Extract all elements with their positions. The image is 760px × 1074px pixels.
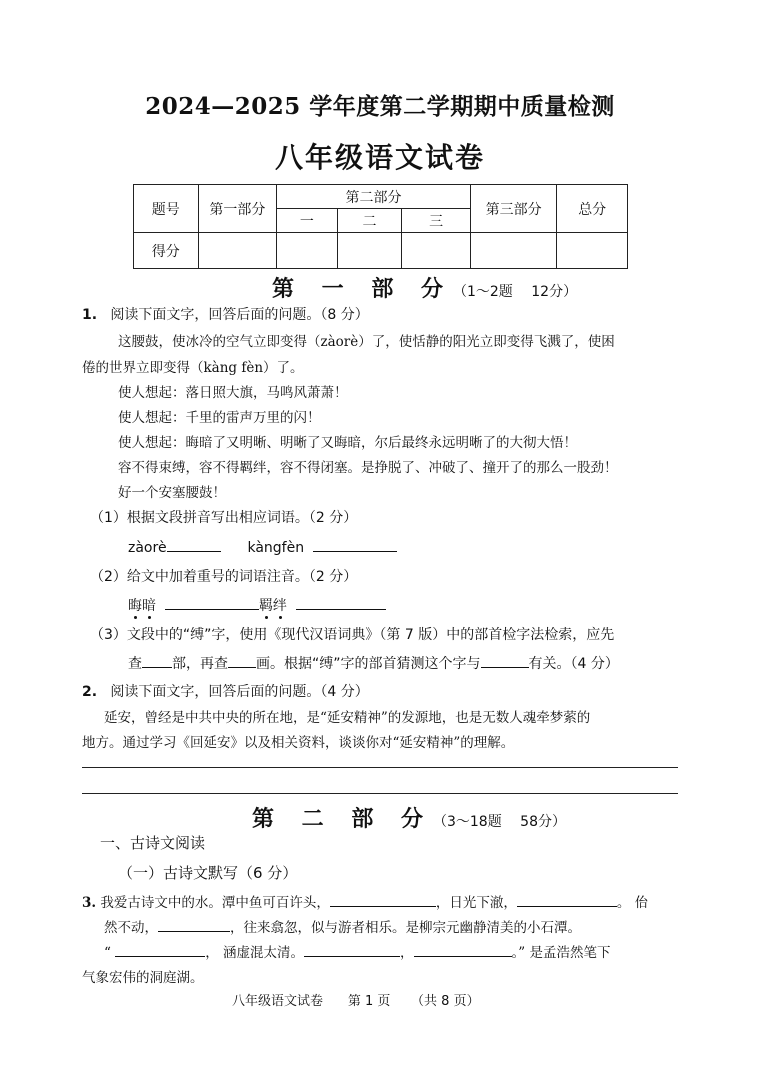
q1-prompt-text: 阅读下面文字，回答后面的问题。（8 分） bbox=[110, 307, 369, 323]
q1-prompt bbox=[82, 304, 369, 324]
score-cell-total bbox=[557, 233, 628, 269]
score-table-total: 总分 bbox=[557, 185, 628, 233]
score-cell-part1 bbox=[198, 233, 277, 269]
q3-line2 bbox=[104, 916, 581, 936]
q3-blank-5[interactable] bbox=[304, 942, 400, 957]
q2-prompt bbox=[82, 681, 369, 701]
q1-sub2-answers bbox=[128, 595, 386, 615]
q3-l3-c: ， bbox=[400, 945, 414, 961]
q1-line5: 容不得束缚，容不得羁绊，容不得闭塞。是挣脱了、冲破了、撞开了的那么一股劲！ bbox=[118, 460, 618, 476]
answer-line-1[interactable] bbox=[82, 767, 678, 768]
q1-sub1-answers bbox=[128, 537, 397, 556]
q1-number: 1. bbox=[82, 307, 98, 323]
q1-sub2: （2）给文中加着重号的词语注音。（2 分） bbox=[90, 569, 358, 585]
q3-l3-b: ， 涵虚混太清。 bbox=[205, 945, 304, 961]
q2-para-a: 延安，曾经是中共中央的所在地，是“延安精神”的发源地，也是无数人魂牵梦萦的 bbox=[104, 710, 591, 726]
q1-line4: 使人想起：晦暗了又明晰、明晰了又晦暗，尔后最终永远明晰了的大彻大悟！ bbox=[118, 435, 577, 451]
q3-blank-3[interactable] bbox=[158, 917, 230, 932]
q1-sub3a: （3）文段中的“缚”字，使用《现代汉语词典》（第 7 版）中的部首检字法检索，应先 bbox=[90, 627, 615, 643]
part2-range: （3～18题 58分） bbox=[432, 814, 566, 830]
footer-total: （共 8 页） bbox=[411, 994, 480, 1009]
score-table-part2-2: 二 bbox=[337, 209, 402, 233]
score-table-part2-3: 三 bbox=[402, 209, 471, 233]
score-table bbox=[133, 184, 628, 269]
part1-range: （1～2题 12分） bbox=[452, 284, 578, 300]
q1-line3: 使人想起：千里的雷声万里的闪！ bbox=[118, 410, 321, 426]
exam-subtitle: 八年级语文试卷 bbox=[274, 141, 485, 174]
q2-prompt-text: 阅读下面文字，回答后面的问题。（4 分） bbox=[110, 684, 369, 700]
q3-l2-a: 然不动， bbox=[104, 920, 158, 936]
word-ban: 绊 bbox=[272, 598, 287, 614]
q1-sub3b-4: 有关。（4 分） bbox=[528, 656, 619, 672]
q3-line3 bbox=[104, 941, 610, 961]
part2-title: 第 二 部 分 bbox=[252, 806, 433, 832]
score-cell-part2-1 bbox=[277, 233, 338, 269]
q3-l1-b: ，日光下澈， bbox=[435, 895, 517, 911]
part1-heading bbox=[272, 272, 577, 303]
q3-l3-a: “ bbox=[104, 945, 111, 961]
q3-number: 3. bbox=[82, 895, 97, 911]
footer-page: 第 1 页 bbox=[347, 994, 391, 1009]
q3-blank-1[interactable] bbox=[330, 892, 436, 907]
score-table-part2: 第二部分 bbox=[277, 185, 471, 209]
q3-blank-6[interactable] bbox=[414, 942, 512, 957]
score-cell-part3 bbox=[470, 233, 556, 269]
subsection-dictation: （一）古诗文默写（6 分） bbox=[118, 864, 298, 882]
part1-title: 第 一 部 分 bbox=[272, 276, 453, 302]
word1-blank[interactable] bbox=[165, 595, 259, 610]
meaning-blank[interactable] bbox=[481, 653, 529, 668]
q3-l3-d: 。” 是孟浩然笔下 bbox=[511, 945, 611, 961]
q3-l1-a: 我爱古诗文中的水。潭中鱼可百许头， bbox=[100, 895, 330, 911]
q3-l1-c: 。 佁 bbox=[616, 895, 649, 911]
section-ancient-reading: 一、古诗文阅读 bbox=[100, 834, 206, 852]
score-table-part2-1: 一 bbox=[277, 209, 338, 233]
word-an: 暗 bbox=[142, 598, 156, 614]
q1-line2: 使人想起：落日照大旗，马鸣风萧萧！ bbox=[118, 385, 348, 401]
q2-number: 2. bbox=[82, 684, 98, 700]
stroke-blank[interactable] bbox=[228, 653, 256, 668]
exam-title: 2024—2025 学年度第二学期期中质量检测 bbox=[145, 93, 615, 120]
page-footer bbox=[232, 990, 480, 1009]
q1-para1b: 倦的世界立即变得（kàng fèn）了。 bbox=[82, 360, 304, 376]
q1-sub1: （1）根据文段拼音写出相应词语。（2 分） bbox=[90, 510, 358, 526]
word2-blank[interactable] bbox=[296, 595, 386, 610]
q3-blank-2[interactable] bbox=[517, 892, 617, 907]
pinyin-2: kàngfèn bbox=[247, 540, 305, 556]
answer-line-2[interactable] bbox=[82, 793, 678, 794]
q1-sub3b-1: 查 bbox=[128, 656, 142, 672]
pinyin-2-blank[interactable] bbox=[313, 537, 397, 552]
score-cell-part2-2 bbox=[337, 233, 402, 269]
score-table-part3: 第三部分 bbox=[470, 185, 556, 233]
q3-line1 bbox=[82, 891, 648, 911]
q1-sub3b-3: 画。根据“缚”字的部首猜测这个字与 bbox=[256, 656, 481, 672]
score-table-defen: 得分 bbox=[134, 233, 199, 269]
q1-sub3b-2: 部，再查 bbox=[172, 656, 228, 672]
q1-line6: 好一个安塞腰鼓！ bbox=[118, 485, 226, 501]
q3-line4: 气象宏伟的洞庭湖。 bbox=[82, 970, 204, 986]
q1-sub3b bbox=[128, 653, 619, 673]
score-table-tihao: 题号 bbox=[134, 185, 199, 233]
word-ji: 羁 bbox=[258, 598, 273, 614]
score-table-part1: 第一部分 bbox=[198, 185, 277, 233]
q1-para1a: 这腰鼓，使冰冷的空气立即变得（zàorè）了，使恬静的阳光立即变得飞溅了，使困 bbox=[118, 334, 615, 350]
part2-heading bbox=[252, 802, 566, 833]
footer-name: 八年级语文试卷 bbox=[232, 994, 324, 1009]
radical-blank[interactable] bbox=[142, 653, 172, 668]
score-cell-part2-3 bbox=[402, 233, 471, 269]
pinyin-1-blank[interactable] bbox=[167, 537, 221, 552]
q3-blank-4[interactable] bbox=[115, 942, 205, 957]
pinyin-1: zàorè bbox=[128, 540, 167, 556]
q2-para-b: 地方。通过学习《回延安》以及相关资料，谈谈你对“延安精神”的理解。 bbox=[82, 735, 515, 751]
word-hui: 晦 bbox=[128, 598, 142, 614]
q3-l2-b: ，往来翕忽，似与游者相乐。是柳宗元幽静清美的小石潭。 bbox=[230, 920, 581, 936]
